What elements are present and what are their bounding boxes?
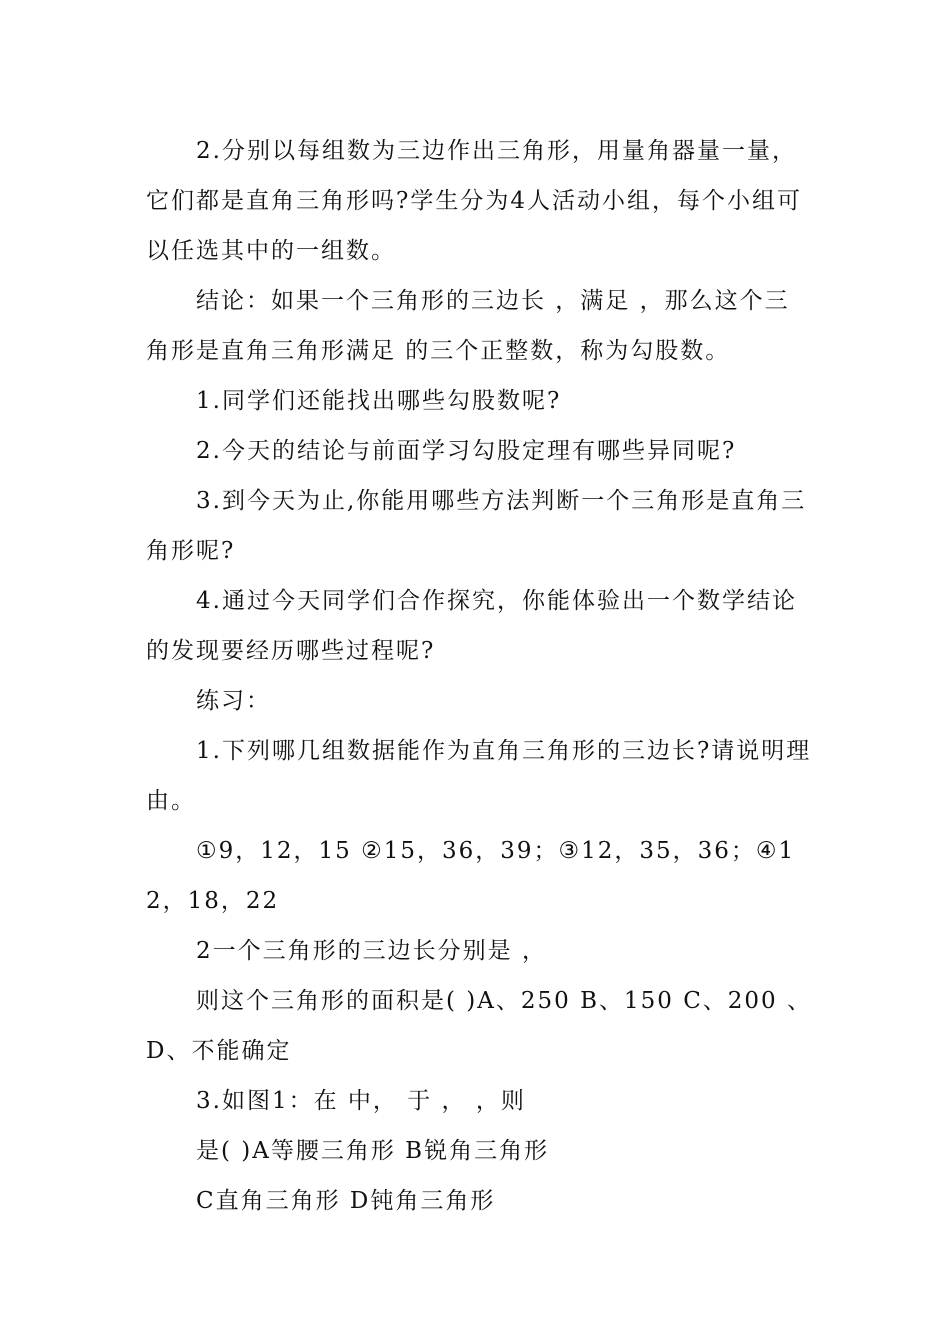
paragraph-exercise-3-options-c-d: C直角三角形 D钝角三角形	[196, 1188, 496, 1214]
paragraph-question-1: 1.同学们还能找出哪些勾股数呢?	[196, 388, 562, 414]
paragraph-exercise-3-options-a-b: 是( )A等腰三角形 B锐角三角形	[196, 1138, 550, 1164]
paragraph-conclusion: 结论：如果一个三角形的三边长 ，满足 ，那么这个三角形是直角三角形满足 的三个正整数，称为勾股数。	[146, 288, 790, 364]
paragraph-exercise-2: 2一个三角形的三边长分别是 ，	[196, 938, 547, 964]
paragraph-exercise-1: 1.下列哪几组数据能作为直角三角形的三边长?请说明理由。	[146, 738, 812, 814]
paragraph-exercise-2-options: 则这个三角形的面积是( )A、250 B、150 C、200 、D、不能确定	[146, 988, 812, 1064]
paragraph-exercise-3: 3.如图1：在 中， 于 ， ，则	[196, 1088, 526, 1114]
paragraph-question-3: 3.到今天为止,你能用哪些方法判断一个三角形是直角三角形呢?	[146, 488, 807, 564]
paragraph-question-2: 2.今天的结论与前面学习勾股定理有哪些异同呢?	[196, 438, 737, 464]
paragraph-question-4: 4.通过今天同学们合作探究，你能体验出一个数学结论的发现要经历哪些过程呢?	[146, 588, 797, 664]
paragraph-exercise-heading: 练习：	[196, 688, 271, 714]
paragraph-exercise-1-options: ①9，12，15 ②15，36，39；③12，35，36；④12，18，22	[146, 838, 796, 914]
paragraph-activity-step-2: 2.分别以每组数为三边作出三角形，用量角器量一量，它们都是直角三角形吗?学生分为4人活动小组，每个小组可以任选其中的一组数。	[146, 138, 802, 264]
